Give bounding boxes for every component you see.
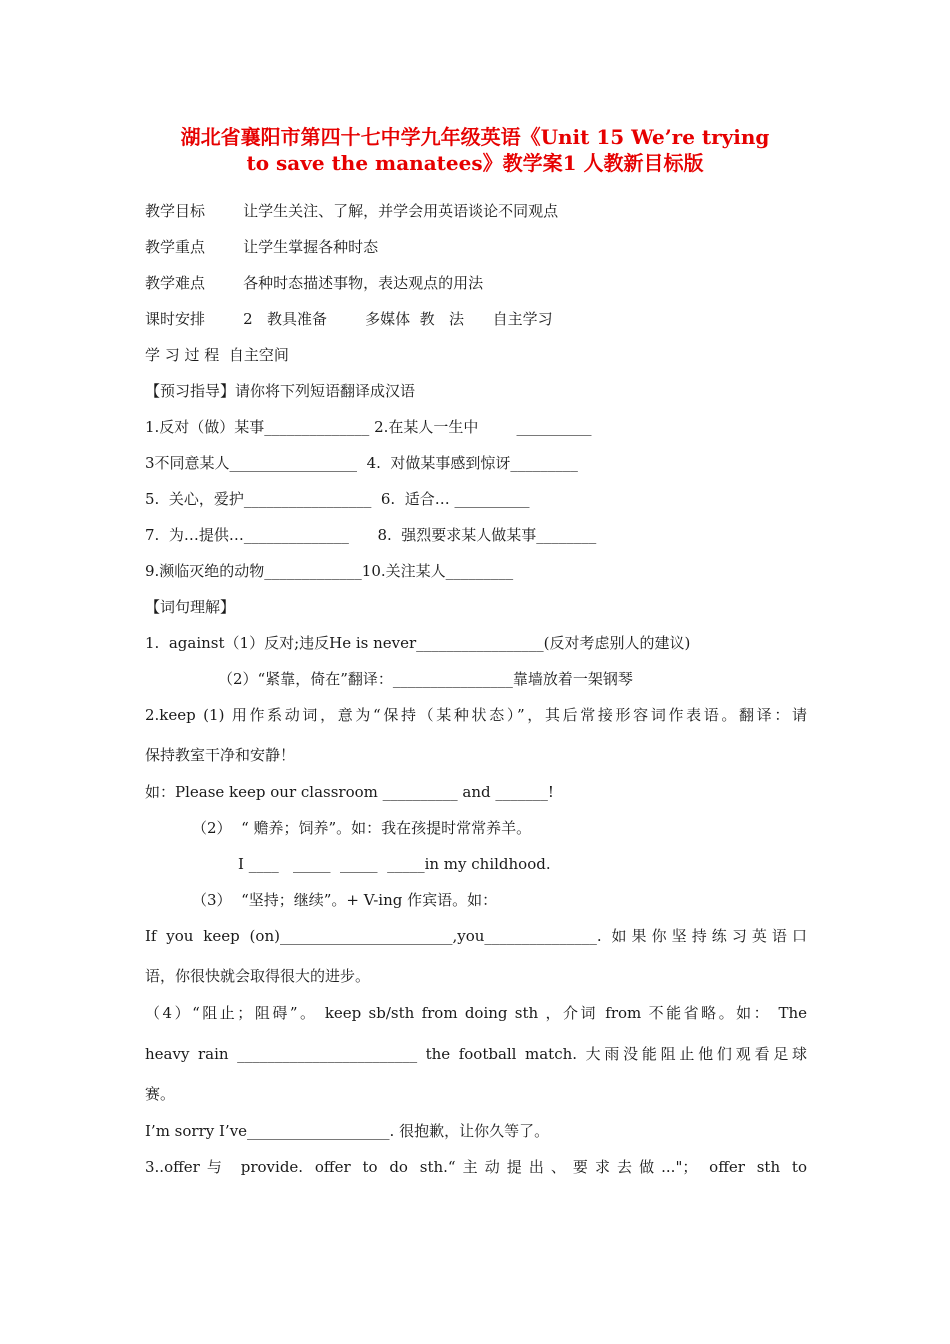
teaching-difficulty: 教学难点 各种时态描述事物，表达观点的用法 — [145, 274, 484, 292]
teaching-goal: 教学目标 让学生关注、了解，并学会用英语谈论不同观点 — [145, 202, 559, 220]
document-title-line-2: to save the manatees》教学案1 人教新目标版 — [246, 151, 704, 175]
teaching-focus: 教学重点 让学生掌握各种时态 — [145, 238, 379, 256]
exercise-line: 1.反对（做）某事______________ 2.在某人一生中 __________ — [145, 418, 592, 436]
paragraph-line: If you keep (on)_______________________,you_______________. 如果你坚持练习英语口 — [145, 927, 807, 945]
paragraph-line: heavy rain ________________________ the football match. 大雨没能阻止他们观看足球 — [145, 1045, 807, 1063]
paragraph-line: I’m sorry I’ve___________________. 很抱歉，让你久等了。 — [145, 1122, 550, 1140]
exercise-line: 3不同意某人_________________ 4. 对做某事感到惊讶_________ — [145, 454, 578, 472]
exercise-line: 9.濒临灭绝的动物_____________10.关注某人_________ — [145, 562, 514, 580]
paragraph-line: （4）“阻止；阻碍”。 keep sb/sth from doing sth ，介词 from 不能省略。如： The — [145, 1004, 807, 1022]
paragraph-line: 保持教室干净和安静！ — [145, 746, 296, 764]
document-title-line-1: 湖北省襄阳市第四十七中学九年级英语《Unit 15 We’re trying — [180, 125, 770, 149]
paragraph-line: （2）“紧靠，倚在”翻译：________________靠墙放着一架钢琴 — [218, 670, 633, 688]
paragraph-line: 语，你很快就会取得很大的进步。 — [145, 967, 371, 985]
learning-process-heading: 学 习 过 程 自主空间 — [145, 346, 289, 364]
paragraph-line: 赛。 — [145, 1085, 176, 1103]
exercise-line: 5. 关心，爱护_________________ 6. 适合… __________ — [145, 490, 530, 508]
exercise-line: 7. 为…提供…______________ 8. 强烈要求某人做某事________ — [145, 526, 597, 544]
class-arrangement: 课时安排 2 教具准备 多媒体 教 法 自主学习 — [145, 310, 553, 328]
paragraph-line: （3） “坚持；继续”。+ V-ing 作宾语。如： — [192, 891, 498, 909]
vocabulary-heading: 【词句理解】 — [145, 598, 236, 616]
preview-guide-heading: 【预习指导】请你将下列短语翻译成汉语 — [145, 382, 416, 400]
paragraph-line: 1. against（1）反对;违反He is never_________________(反对考虑别人的建议) — [145, 634, 691, 652]
paragraph-line: 2.keep (1) 用作系动词，意为“保持（某种状态）”，其后常接形容词作表语。翻译：请 — [145, 706, 807, 724]
paragraph-line: （2） “ 赡养；饲养”。如：我在孩提时常常养羊。 — [192, 819, 532, 837]
paragraph-line: 3..offer与 provide. offer to do sth.“主动提出、要求去做..."； offer sth to — [145, 1158, 807, 1176]
paragraph-line: I ____ _____ _____ _____in my childhood. — [238, 855, 551, 873]
paragraph-line: 如：Please keep our classroom __________ and _______! — [145, 783, 554, 801]
